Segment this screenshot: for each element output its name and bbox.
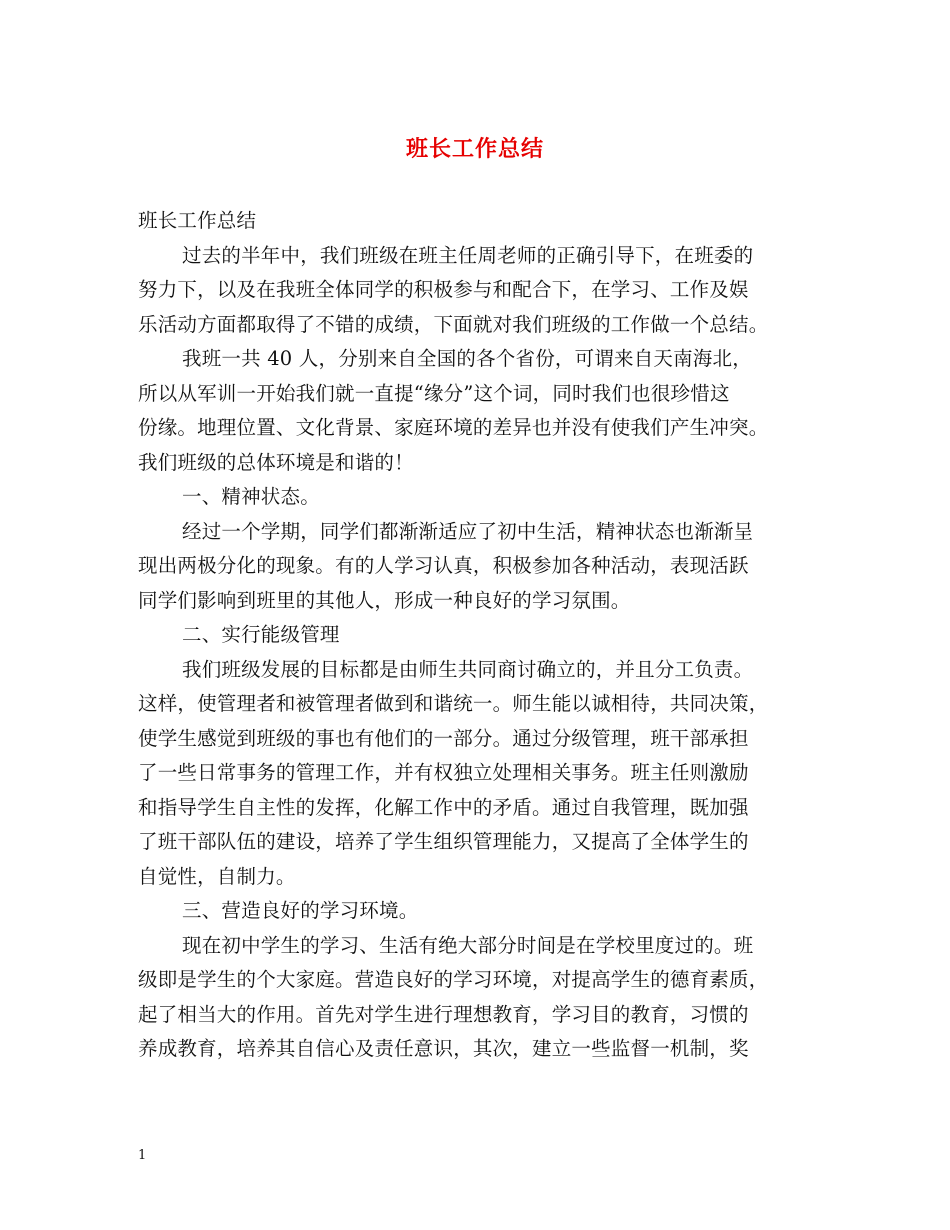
paragraph-line: 我们班级发展的目标都是由师生共同商讨确立的，并且分工负责。 (182, 657, 754, 681)
paragraph-line: 经过一个学期，同学们都渐渐适应了初中生活，精神状态也渐渐呈 (182, 519, 754, 543)
paragraph-line: 过去的半年中，我们班级在班主任周老师的正确引导下，在班委的 (182, 243, 754, 267)
section-heading: 二、实行能级管理 (182, 623, 340, 646)
section-heading: 一、精神状态。 (182, 485, 320, 508)
paragraph-line: 份缘。地理位置、文化背景、家庭环境的差异也并没有使我们产生冲突。 (138, 416, 769, 439)
paragraph-line: 乐活动方面都取得了不错的成绩，下面就对我们班级的工作做一个总结。 (138, 312, 769, 336)
document-body (138, 204, 828, 1067)
paragraph-line: 使学生感觉到班级的事也有他们的一部分。通过分级管理，班干部承担 (138, 726, 749, 750)
paragraph-line: 这样，使管理者和被管理者做到和谐统一。师生能以诚相待，共同决策， (138, 692, 769, 715)
section-heading: 三、营造良好的学习环境。 (182, 899, 419, 922)
paragraph-line: 努力下，以及在我班全体同学的积极参与和配合下，在学习、工作及娱 (138, 278, 749, 301)
paragraph-line: 起了相当大的作用。首先对学生进行理想教育，学习目的教育，习惯的 (138, 1002, 749, 1026)
paragraph-line: 和指导学生自主性的发挥，化解工作中的矛盾。通过自我管理，既加强 (138, 795, 749, 819)
subtitle-line: 班长工作总结 (138, 209, 257, 232)
paragraph-line: 养成教育，培养其自信心及责任意识，其次，建立一些监督一机制，奖 (138, 1037, 749, 1060)
paragraph-line: 我班一共 40 人，分别来自全国的各个省份，可谓来自天南海北， (182, 347, 752, 370)
paragraph-line: 我们班级的总体环境是和谐的！ (138, 450, 414, 474)
paragraph-line: 所以从军训一开始我们就一直提“缘分”这个词，同时我们也很珍惜这 (138, 381, 730, 405)
paragraph-line: 了班干部队伍的建设，培养了学生组织管理能力，又提高了全体学生的 (138, 830, 749, 853)
page-number: 1 (138, 1148, 147, 1163)
paragraph-line: 同学们影响到班里的其他人，形成一种良好的学习氛围。 (138, 588, 631, 612)
paragraph-line: 自觉性，自制力。 (138, 864, 296, 888)
paragraph-line: 现在初中学生的学习、生活有绝大部分时间是在学校里度过的。班 (182, 933, 754, 957)
paragraph-line: 级即是学生的个大家庭。营造良好的学习环境，对提高学生的德育素质， (138, 968, 769, 991)
document-title: 班长工作总结 (405, 136, 544, 162)
paragraph-line: 了一些日常事务的管理工作，并有权独立处理相关事务。班主任则激励 (138, 761, 749, 784)
paragraph-line: 现出两极分化的现象。有的人学习认真，积极参加各种活动，表现活跃 (138, 554, 749, 577)
